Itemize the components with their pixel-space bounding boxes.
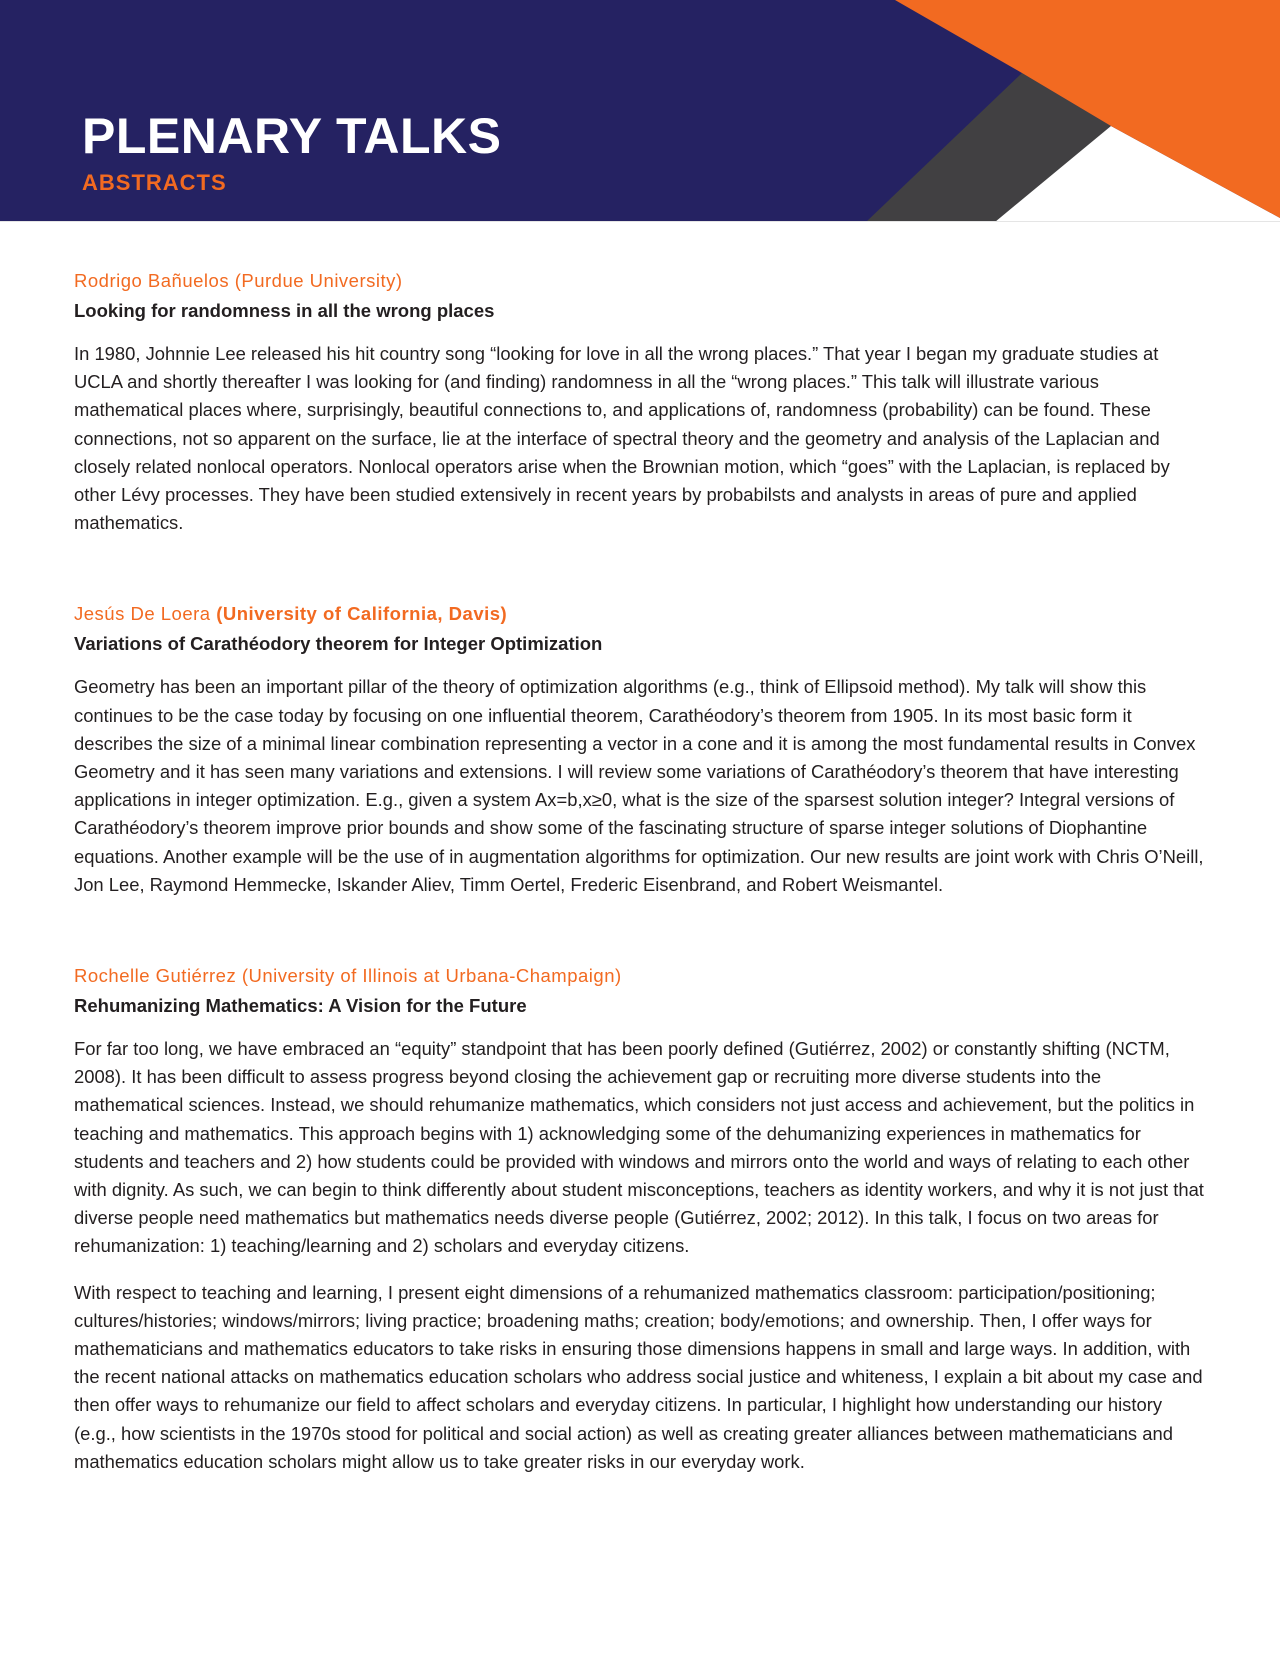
abstract-paragraph: In 1980, Johnnie Lee released his hit country song “looking for love in all the wrong places.” That year I began my graduate studies at UCLA and shortly thereafter I was looking for (and finding) randomness in all the “wrong places.” This talk will illustrate various mathematical places where, surprisingly, beautiful connections to, and applications of, randomness (probability) can be found. These connections, not so apparent on the surface, lie at the interface of spectral theory and the geometry and analysis of the Laplacian and closely related nonlocal operators. Nonlocal operators arise when the Brownian motion, which “goes” with the Laplacian, is replaced by other Lévy processes. They have been studied extensively in recent years by probabilsts and analysts in areas of pure and applied mathematics. bbox=[74, 343, 1170, 534]
talk-banuelos bbox=[74, 266, 1206, 537]
speaker-name: Rodrigo Bañuelos bbox=[74, 270, 230, 291]
page-subtitle: ABSTRACTS bbox=[82, 170, 227, 195]
abstracts-list bbox=[74, 266, 1206, 1476]
talk-title: Variations of Carathéodory theorem for Integer Optimization bbox=[74, 633, 603, 655]
speaker-affiliation: (University of California, Davis) bbox=[216, 603, 508, 625]
speaker-heading bbox=[74, 961, 1206, 991]
talk-gutierrez bbox=[74, 961, 1206, 1476]
talk-title: Rehumanizing Mathematics: A Vision for the Future bbox=[74, 995, 527, 1017]
abstract-paragraph: With respect to teaching and learning, I present eight dimensions of a rehumanized mathematics classroom: participation/positioning; cultures/histories; windows/mirrors; living practice; broadening maths; creation; body/emotions; and ownership. Then, I offer ways for mathematicians and mathematics educators to take risks in ensuring those dimensions happens in small and large ways. In addition, with the recent national attacks on mathematics education scholars who address social justice and whiteness, I explain a bit about my case and then offer ways to rehumanize our field to affect scholars and everyday citizens. In particular, I highlight how understanding our history (e.g., how scientists in the 1970s stood for political and social action) as well as creating greater alliances between mathematicians and mathematics education scholars might allow us to take greater risks in our everyday work. bbox=[74, 1281, 1203, 1472]
speaker-name: Rochelle Gutiérrez bbox=[74, 965, 237, 987]
talk-title: Looking for randomness in all the wrong places bbox=[74, 300, 495, 321]
speaker-affiliation: (Purdue University) bbox=[234, 270, 403, 291]
speaker-heading bbox=[74, 266, 1206, 296]
abstract-paragraph: For far too long, we have embraced an “equity” standpoint that has been poorly defined (Gutiérrez, 2002) or constantly shifting (NCTM, 2008). It has been difficult to assess progress beyond closing the achievement gap or recruiting more diverse students into the mathematical sciences. Instead, we should rehumanize mathematics, which considers not just access and achievement, but the politics in teaching and mathematics. This approach begins with 1) acknowledging some of the dehumanizing experiences in mathematics for students and teachers and 2) how students could be provided with windows and mirrors onto the world and ways of relating to each other with dignity. As such, we can begin to think differently about student misconceptions, teachers as identity workers, and why it is not just that diverse people need mathematics but mathematics needs diverse people (Gutiérrez, 2002; 2012). In this talk, I focus on two areas for rehumanization: 1) teaching/learning and 2) scholars and everyday citizens. bbox=[74, 1038, 1204, 1257]
header-banner bbox=[0, 0, 1280, 222]
speaker-heading bbox=[74, 599, 1206, 629]
page-title: PLENARY TALKS bbox=[82, 108, 502, 164]
speaker-affiliation: (University of Illinois at Urbana-Champaign) bbox=[241, 965, 622, 987]
talk-de-loera bbox=[74, 599, 1206, 899]
abstract-paragraph: Geometry has been an important pillar of the theory of optimization algorithms (e.g., think of Ellipsoid method). My talk will show this continues to be the case today by focusing on one influential theorem, Carathéodory’s theorem from 1905. In its most basic form it describes the size of a minimal linear combination representing a vector in a cone and it is among the most fundamental results in Convex Geometry and it has seen many variations and extensions. I will review some variations of Carathéodory’s theorem that have interesting applications in integer optimization. E.g., given a system Ax=b,x≥0, what is the size of the sparsest solution integer? Integral versions of Carathéodory’s theorem improve prior bounds and show some of the fascinating structure of sparse integer solutions of Diophantine equations. Another example will be the use of in augmentation algorithms for optimization. Our new results are joint work with Chris O’Neill, Jon Lee, Raymond Hemmecke, Iskander Aliev, Timm Oertel, Frederic Eisenbrand, and Robert Weismantel. bbox=[74, 676, 1204, 895]
speaker-name: Jesús De Loera bbox=[74, 603, 211, 625]
